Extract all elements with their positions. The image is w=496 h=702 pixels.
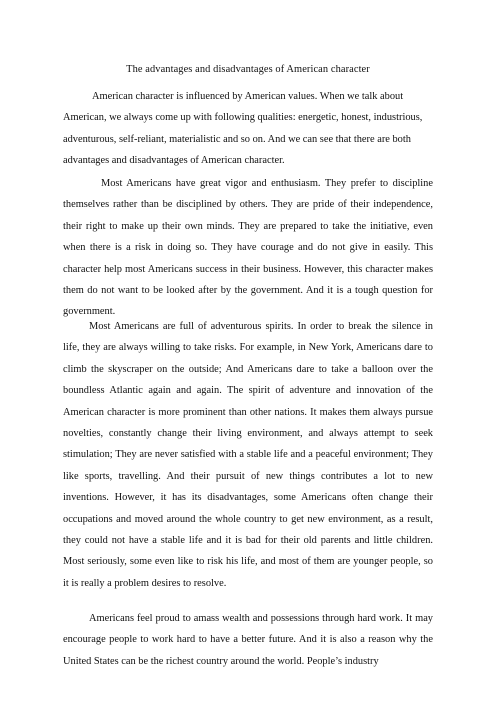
paragraph-1: American character is influenced by American values. When we talk about American, we always come up with following qualities: energetic, honest, industrious, adventurous, self-reliant, materialistic and so on. And we can see that there are both advantages and disadvantages of American character. bbox=[63, 91, 423, 167]
document-title: The advantages and disadvantages of American character bbox=[126, 64, 370, 75]
paragraph-4: Americans feel proud to amass wealth and possessions through hard work. It may encourage people to work hard to have a better future. And it is also a reason why the United States can be the richest country around the world. People’s industry bbox=[63, 613, 433, 667]
paragraph-3: Most Americans are full of adventurous spirits. In order to break the silence in life, they are always willing to take risks. For example, in New York, Americans dare to climb the skyscraper on the outside; And Americans dare to take a balloon over the boundless Atlantic again and again. The spirit of adventure and innovation of the American character is more prominent than other nations. It makes them always pursue novelties, constantly change their living environment, and always attempt to seek stimulation; They are never satisfied with a stable life and a peaceful environment; They like sports, travelling. And their pursuit of new things contributes a lot to new inventions. However, it has its disadvantages, some Americans often change their occupations and moved around the whole country to get new environment, as a result, they could not have a stable life and it is bad for their old parents and little children. Most seriously, some even like to risk his life, and most of them are younger people, so it is really a problem desires to resolve. bbox=[63, 321, 433, 589]
paragraph-2: Most Americans have great vigor and enthusiasm. They prefer to discipline themselves rather than be disciplined by others. They are pride of their independence, their right to make up their own minds. They are prepared to take the initiative, even when there is a risk in doing so. They have courage and do not give in easily. This character help most Americans success in their business. However, this character makes them do not want to be looked after by the government. And it is a tough question for government. bbox=[63, 178, 433, 318]
